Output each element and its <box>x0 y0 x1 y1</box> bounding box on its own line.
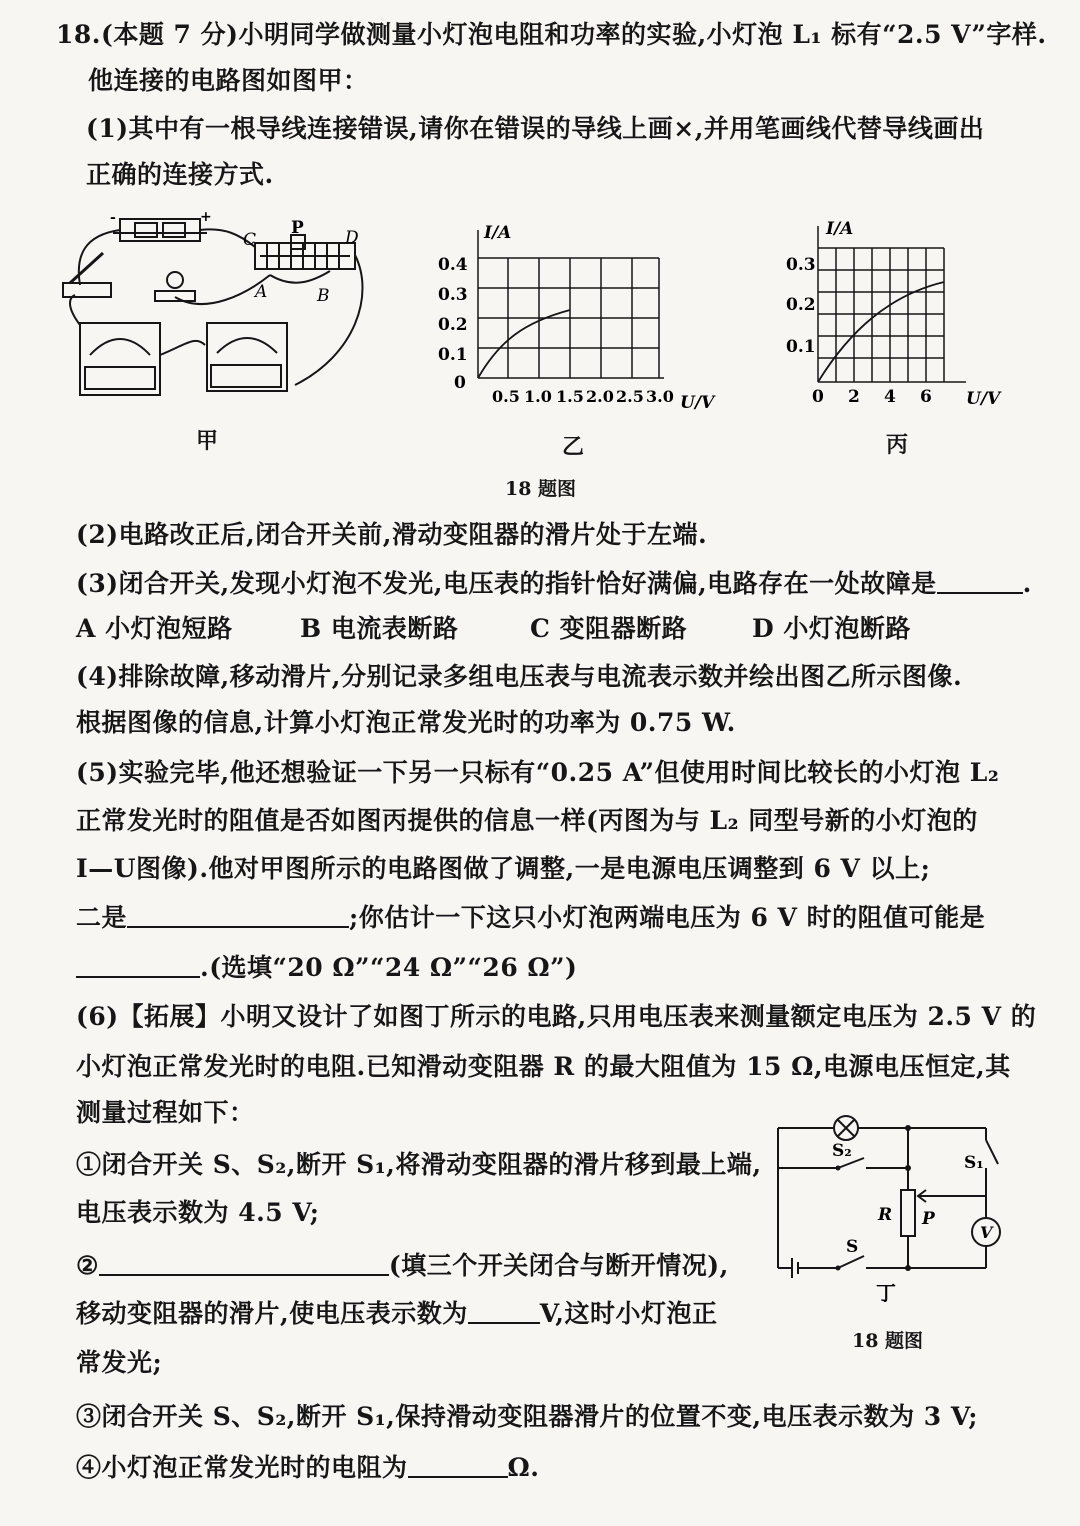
step2-switch-blank[interactable] <box>99 1248 389 1276</box>
yi-y-axis-label: I/A <box>484 223 512 243</box>
bing-y-axis-label: I/A <box>826 219 854 239</box>
terminal-b-label: B <box>317 286 330 306</box>
step4 <box>76 1450 539 1485</box>
option-c: C 变阻器断路 <box>530 614 688 643</box>
question-subheader: 他连接的电路图如图甲： <box>88 66 369 95</box>
figure-jia-label: 甲 <box>196 428 219 454</box>
terminal-p-label: P <box>291 218 304 238</box>
terminal-c-label: C <box>243 230 257 250</box>
step3: ③闭合开关 S、S₂,断开 S₁,保持滑动变阻器滑片的位置不变,电压表示数为 3 V; <box>76 1402 978 1431</box>
step2-line2-start: 移动变阻器的滑片,使电压表示数为 <box>76 1299 468 1328</box>
bing-y-tick: 0.3 <box>786 255 816 275</box>
bing-x-axis-label: U/V <box>966 389 1001 409</box>
bing-x-tick: 4 <box>884 387 896 407</box>
svg-text:-: - <box>110 210 116 226</box>
bing-x-tick: 0 <box>812 387 824 407</box>
yi-x-tick: 0.5 <box>492 387 520 406</box>
part5-choices: .(选填“20 Ω”“24 Ω”“26 Ω”) <box>200 953 578 982</box>
figure-bing-label: 丙 <box>886 432 909 458</box>
bing-y-tick: 0.1 <box>786 337 816 357</box>
yi-x-axis-label: U/V <box>680 393 715 413</box>
figure-ding-caption: 18 题图 <box>852 1330 924 1352</box>
figure-ding-circuit <box>768 1106 1028 1306</box>
yi-x-tick: 3.0 <box>646 387 674 406</box>
part5-line3: I—U图像).他对甲图所示的电路图做了调整,一是电源电压调整到 6 V 以上; <box>76 854 931 883</box>
bing-x-tick: 6 <box>920 387 932 407</box>
switch-s1-label: S₁ <box>964 1153 984 1173</box>
resistor-r-label: R <box>878 1205 893 1225</box>
part1-line2: 正确的连接方式. <box>86 160 274 189</box>
step4-text: ④小灯泡正常发光时的电阻为 <box>76 1453 408 1482</box>
part1-line1: (1)其中有一根导线连接错误,请你在错误的导线上画×,并用笔画线代替导线画出 <box>86 114 985 143</box>
part6-line2: 小灯泡正常发光时的电阻.已知滑动变阻器 R 的最大阻值为 15 Ω,电源电压恒定,其 <box>76 1052 1011 1081</box>
yi-x-tick: 1.5 <box>556 387 584 406</box>
yi-y-tick: 0 <box>454 373 466 393</box>
part2: (2)电路改正后,闭合开关前,滑动变阻器的滑片处于左端. <box>76 520 708 549</box>
step2-line2 <box>76 1296 717 1331</box>
part5-line5 <box>76 950 577 985</box>
switch-s2-label: S₂ <box>832 1141 852 1161</box>
figure-caption: 18 题图 <box>505 478 577 500</box>
svg-text:+: + <box>200 209 212 225</box>
part6-line3: 测量过程如下： <box>76 1098 255 1127</box>
step1-line2: 电压表示数为 4.5 V; <box>76 1198 320 1227</box>
yi-x-tick: 1.0 <box>524 387 552 406</box>
yi-x-tick: 2.5 <box>616 387 644 406</box>
voltmeter-v-label: V <box>980 1223 993 1242</box>
part3-text: (3)闭合开关,发现小灯泡不发光,电压表的指针恰好满偏,电路存在一处故障是 <box>76 569 937 598</box>
part3-answer-blank[interactable] <box>937 566 1023 594</box>
terminal-d-label: D <box>345 228 359 248</box>
step2-voltage-blank[interactable] <box>468 1296 540 1324</box>
step4-unit: Ω. <box>507 1453 540 1482</box>
slider-p-label: P <box>922 1209 935 1229</box>
step2-line3: 常发光; <box>76 1348 163 1377</box>
option-b: B 电流表断路 <box>300 614 459 643</box>
yi-y-tick: 0.2 <box>438 315 468 335</box>
part5-resistance-blank[interactable] <box>76 950 200 978</box>
bing-y-tick: 0.2 <box>786 295 816 315</box>
part5-line4-start: 二是 <box>76 903 128 932</box>
step4-resistance-blank[interactable] <box>408 1450 508 1478</box>
part5-adjustment-blank[interactable] <box>127 900 349 928</box>
terminal-a-label: A <box>255 282 268 302</box>
yi-x-tick: 2.0 <box>586 387 614 406</box>
bing-x-tick: 2 <box>848 387 860 407</box>
part5-line2: 正常发光时的阻值是否如图丙提供的信息一样(丙图为与 L₂ 同型号新的小灯泡的 <box>76 806 978 835</box>
part3-question <box>76 566 1032 601</box>
part5-line4-end: ;你估计一下这只小灯泡两端电压为 6 V 时的阻值可能是 <box>349 903 986 932</box>
part6-line1: (6)【拓展】小明又设计了如图丁所示的电路,只用电压表来测量额定电压为 2.5 V 的 <box>76 1002 1037 1031</box>
yi-y-tick: 0.1 <box>438 345 468 365</box>
step1-line1: ①闭合开关 S、S₂,断开 S₁,将滑动变阻器的滑片移到最上端, <box>76 1150 762 1179</box>
figure-bing-graph <box>780 210 1020 415</box>
part5-line1: (5)实验完毕,他还想验证一下另一只标有“0.25 A”但使用时间比较长的小灯泡 L₂ <box>76 758 1000 787</box>
figure-yi-graph <box>430 210 730 415</box>
figure-ding-label: 丁 <box>876 1281 896 1305</box>
step2-line2-end: V,这时小灯泡正 <box>539 1299 718 1328</box>
switch-s-label: S <box>846 1237 859 1257</box>
step2-note: (填三个开关闭合与断开情况), <box>388 1251 729 1280</box>
option-d: D 小灯泡断路 <box>752 614 911 643</box>
part5-line4 <box>76 900 985 935</box>
figure-yi-label: 乙 <box>562 434 585 460</box>
part4-line1: (4)排除故障,移动滑片,分别记录多组电压表与电流表示数并绘出图乙所示图像. <box>76 662 963 691</box>
part4-line2: 根据图像的信息,计算小灯泡正常发光时的功率为 0.75 W. <box>76 708 736 737</box>
figure-jia <box>55 205 375 415</box>
question-header: 18.(本题 7 分)小明同学做测量小灯泡电阻和功率的实验,小灯泡 L₁ 标有“2.5 V”字样. <box>56 20 1047 49</box>
yi-y-tick: 0.4 <box>438 255 468 275</box>
yi-y-tick: 0.3 <box>438 285 468 305</box>
part3-end: . <box>1022 569 1032 598</box>
step2-marker: ② <box>76 1251 99 1280</box>
step2-line1 <box>76 1248 729 1283</box>
option-a: A 小灯泡短路 <box>76 614 233 643</box>
